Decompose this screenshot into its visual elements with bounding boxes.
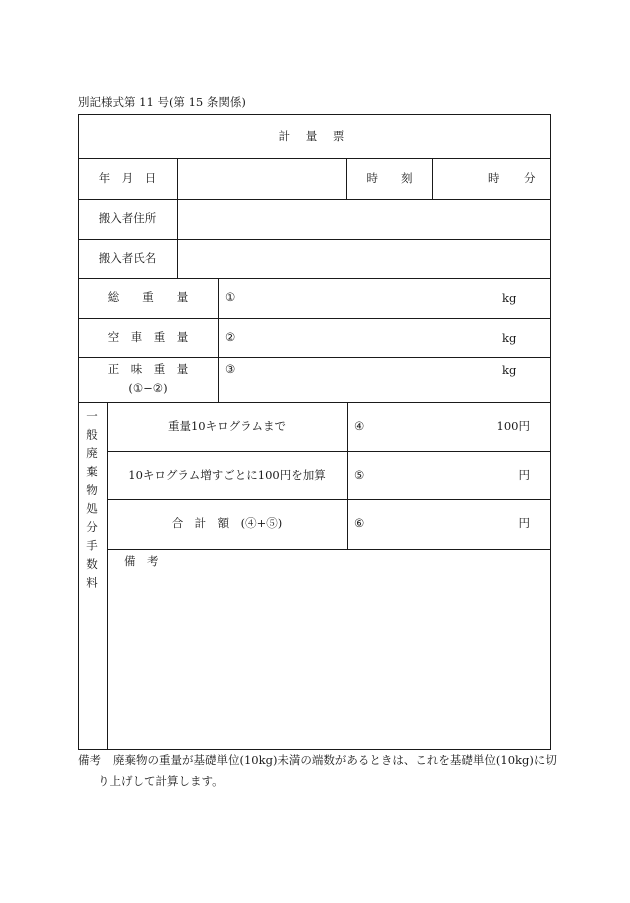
fee-row-label: 10キログラム増すごとに100円を加算 — [128, 468, 326, 482]
address-field[interactable] — [180, 201, 548, 237]
gross-weight-field[interactable] — [240, 281, 490, 315]
fee-row-mark: ⑥ — [354, 516, 365, 530]
gross-weight-label: 総 重 量 — [107, 290, 189, 304]
gross-weight-unit: kg — [502, 291, 517, 305]
footer-note-line1: 廃棄物の重量が基礎単位(10kg)未満の端数があるときは、これを基礎単位(10kg)に切 — [113, 753, 557, 767]
rule — [78, 278, 551, 279]
name-field[interactable] — [180, 241, 548, 276]
net-weight-label: 正 味 重 量 — [107, 362, 189, 376]
tare-weight-mark: ② — [225, 330, 236, 344]
fee-row-label: 合 計 額 (④+⑤) — [171, 516, 283, 530]
rule — [78, 158, 551, 159]
rule — [78, 402, 551, 403]
net-weight-field[interactable] — [240, 360, 490, 400]
date-field[interactable] — [180, 160, 344, 197]
fee-row-value: 円 — [518, 516, 530, 530]
date-label: 年 月 日 — [98, 171, 157, 185]
rule — [78, 749, 551, 750]
rule — [78, 318, 551, 319]
rule — [107, 499, 551, 500]
time-hour-unit: 時 — [488, 171, 500, 185]
rule — [107, 402, 108, 750]
rule — [347, 402, 348, 550]
remarks-label: 備 考 — [124, 554, 159, 568]
footer-note-line2: り上げして計算します。 — [98, 774, 224, 788]
fee-row-value: 円 — [518, 468, 530, 482]
rule — [78, 114, 551, 115]
net-weight-unit: kg — [502, 363, 517, 377]
rule — [432, 158, 433, 200]
address-label: 搬入者住所 — [98, 211, 157, 225]
rule — [107, 549, 551, 550]
rule — [78, 357, 551, 358]
form-title: 計 量 票 — [278, 129, 351, 143]
rule — [107, 451, 551, 452]
fee-row-mark: ④ — [354, 419, 365, 433]
fee-section-label: 一般廃棄物処分手数料 — [85, 410, 99, 595]
time-label: 時 刻 — [366, 171, 413, 185]
rule — [177, 158, 178, 279]
net-weight-formula: (①−②) — [128, 381, 168, 395]
time-minute-unit: 分 — [524, 171, 536, 185]
rule — [78, 114, 79, 750]
tare-weight-unit: kg — [502, 331, 517, 345]
rule — [78, 199, 551, 200]
gross-weight-mark: ① — [225, 290, 236, 304]
tare-weight-label: 空 車 重 量 — [107, 330, 189, 344]
footer-note-label: 備考 — [78, 753, 101, 767]
net-weight-mark: ③ — [225, 362, 236, 376]
form-reference: 別記様式第 11 号(第 15 条関係) — [78, 95, 246, 109]
name-label: 搬入者氏名 — [98, 251, 157, 265]
rule — [550, 114, 551, 750]
fee-row-label: 重量10キログラムまで — [167, 419, 287, 433]
fee-row-mark: ⑤ — [354, 468, 365, 482]
rule — [218, 278, 219, 403]
rule — [78, 239, 551, 240]
tare-weight-field[interactable] — [240, 320, 490, 355]
fee-row-value: 100円 — [496, 419, 530, 433]
remarks-field[interactable] — [110, 575, 548, 747]
